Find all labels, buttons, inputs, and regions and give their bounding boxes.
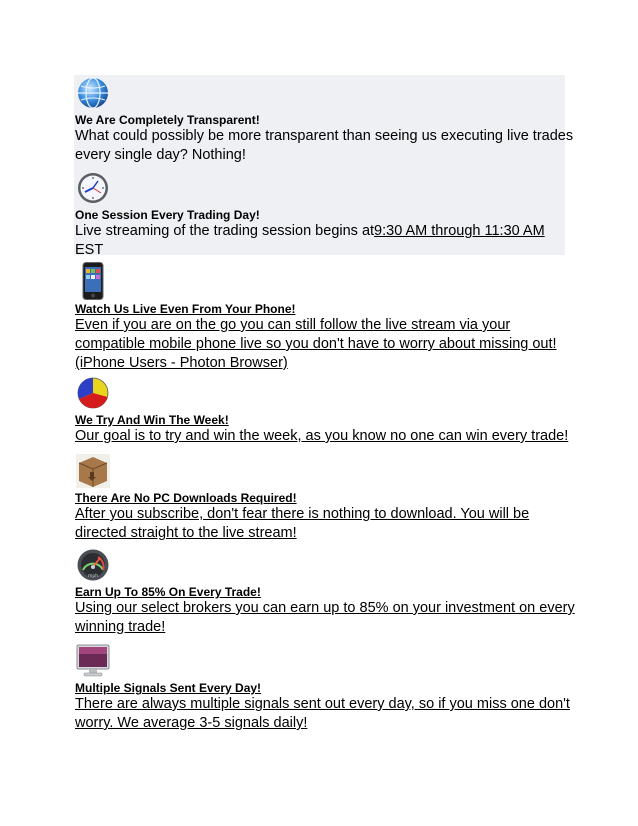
pie-chart-icon	[76, 376, 110, 410]
feature-description-line: EST	[75, 242, 104, 258]
feature-description-link[interactable]: There are always multiple signals sent out every day, so if you miss one don't	[75, 696, 570, 712]
package-box-icon	[76, 454, 110, 488]
feature-title: Multiple Signals Sent Every Day!	[75, 681, 262, 695]
feature-description	[75, 427, 569, 446]
speedometer-icon	[76, 548, 110, 582]
feature-description	[75, 505, 565, 543]
feature-description	[75, 127, 574, 165]
svg-text:mph: mph	[87, 574, 99, 579]
feature-description-line: What could possibly be more transparent than seeing us executing live trades	[75, 128, 574, 144]
feature-description-link[interactable]: compatible mobile phone live so you don't have to worry about missing out!	[75, 336, 557, 352]
feature-description-line: every single day? Nothing!	[75, 147, 246, 163]
phone-icon	[82, 262, 104, 300]
feature-title: Earn Up To 85% On Every Trade!	[75, 585, 261, 599]
feature-description-text: Live streaming of the trading session begins at	[75, 223, 375, 239]
feature-description-link[interactable]: After you subscribe, don't fear there is nothing to download. You will be	[75, 506, 530, 522]
feature-description-link[interactable]: Our goal is to try and win the week, as you know no one can win every trade!	[75, 428, 569, 444]
monitor-icon	[76, 644, 110, 678]
feature-title: One Session Every Trading Day!	[75, 208, 260, 222]
feature-title: We Are Completely Transparent!	[75, 113, 260, 127]
feature-description-link[interactable]: winning trade!	[75, 619, 166, 635]
feature-description-link[interactable]: Using our select brokers you can earn up to 85% on your investment on every	[75, 600, 575, 616]
feature-title: We Try And Win The Week!	[75, 413, 229, 427]
globe-icon	[76, 76, 110, 110]
clock-icon	[76, 171, 110, 205]
feature-description-link[interactable]: (iPhone Users - Photon Browser)	[75, 355, 288, 371]
feature-title: There Are No PC Downloads Required!	[75, 491, 297, 505]
feature-description-link[interactable]: worry. We average 3-5 signals daily!	[75, 715, 308, 731]
feature-description	[75, 599, 575, 637]
feature-title: Watch Us Live Even From Your Phone!	[75, 302, 296, 316]
session-time-link[interactable]: 9:30 AM through 11:30 AM	[374, 223, 545, 239]
feature-description-link[interactable]: Even if you are on the go you can still follow the live stream via your	[75, 317, 511, 333]
feature-description	[75, 695, 570, 733]
feature-description	[75, 222, 565, 260]
feature-description-link[interactable]: directed straight to the live stream!	[75, 525, 297, 541]
feature-description	[75, 316, 565, 373]
feature-description-line	[75, 222, 565, 241]
